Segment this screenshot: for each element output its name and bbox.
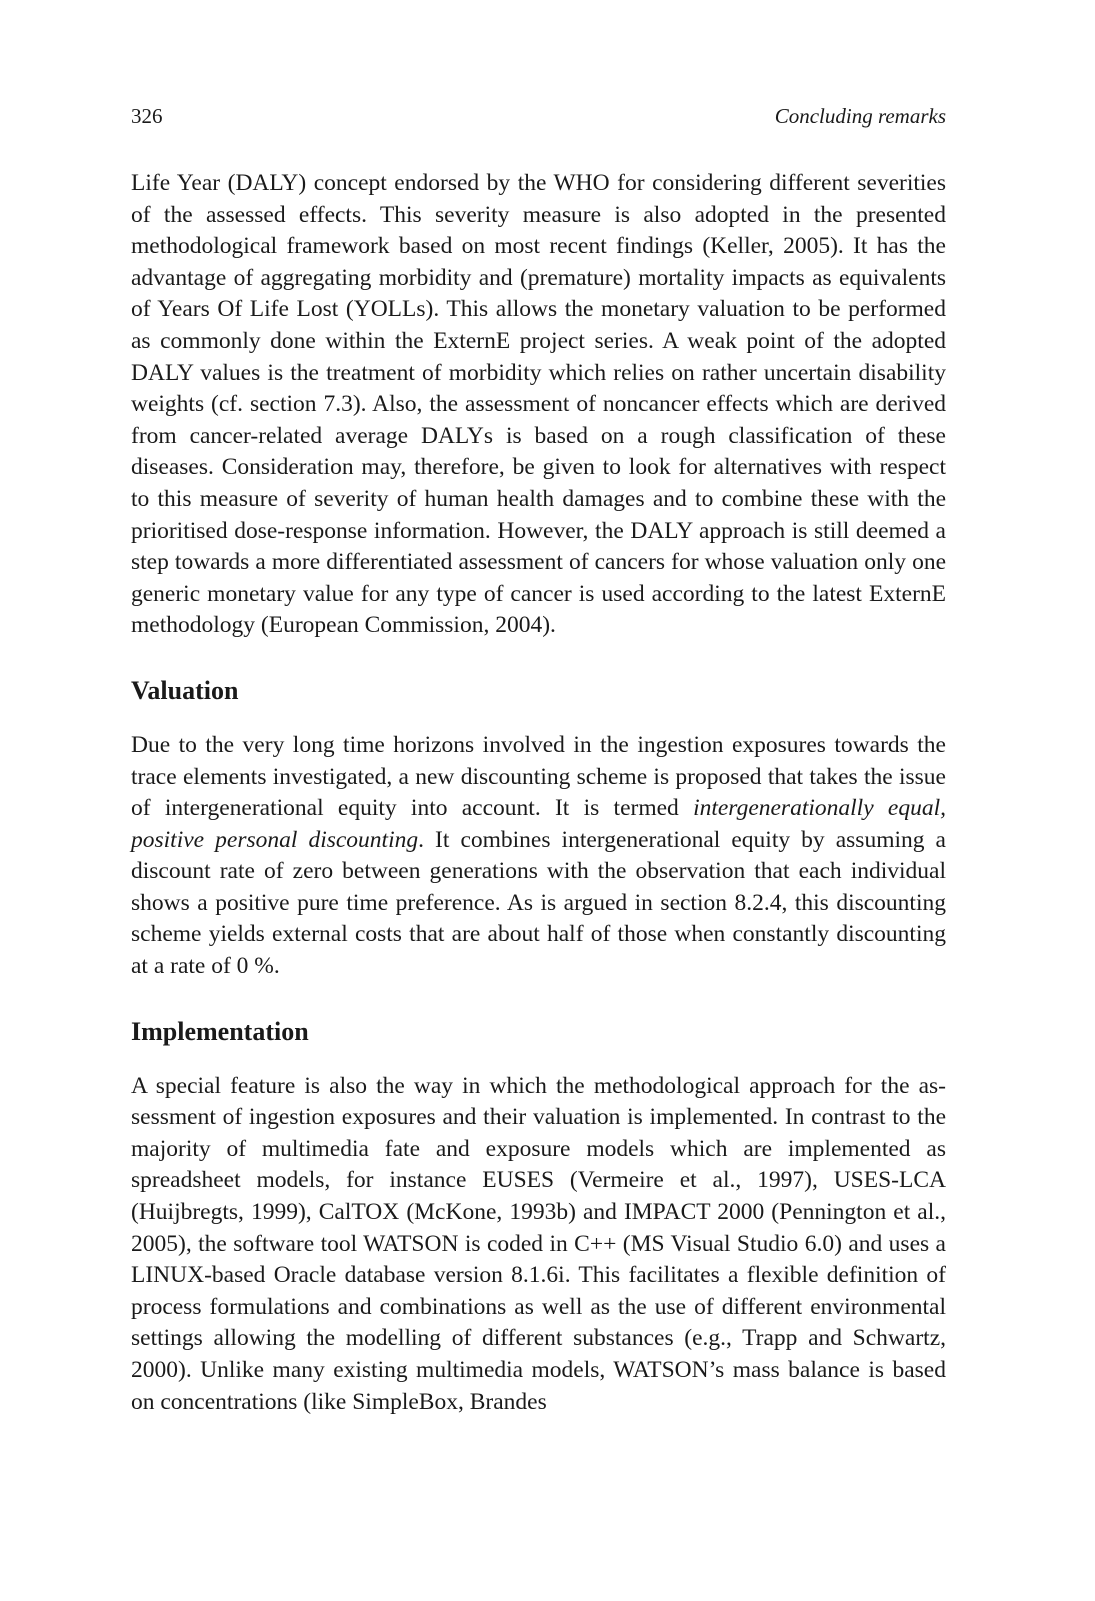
valuation-heading: Valuation xyxy=(131,675,239,705)
valuation-paragraph xyxy=(131,730,946,983)
valuation-italic-term: intergenerationally equal, positive personal discounting xyxy=(131,795,946,853)
running-title: Concluding remarks xyxy=(774,104,946,128)
running-head xyxy=(131,104,946,128)
intro-paragraph: Life Year (DALY) concept endorsed by the WHO for considering different severities of the assessed effects. This severity measure is also adopted in the presented methodological framework based on most recent findings (Keller, 2005). It has the advantage of aggregating morbidity and (premature) mortality impacts as equivalents of Years Of Life Lost (YOLLs). This allows the monetary valuation to be performed as commonly done within the ExternE project series. A weak point of the adopted DALY values is the treatment of morbidity which relies on rather uncertain disability weights (cf. section 7.3). Also, the assessment of noncancer effects which are derived from cancer-related average DALYs is based on a rough classification of these diseases. Consideration may, therefore, be given to look for alternatives with respect to this measure of severity of human health damages and to combine these with the prioritised dose-response information. However, the DALY approach is still deemed a step towards a more differentiated assessment of cancers for whose valuation only one generic monetary value for any type of cancer is used according to the latest ExternE methodology (European Commission, 2004). xyxy=(131,170,946,639)
page-number: 326 xyxy=(131,104,163,128)
implementation-heading: Implementation xyxy=(131,1016,309,1046)
valuation-text-start: Due to the very long time horizons involved in the ingestion exposures towards the trace elements investigated, a new discounting scheme is proposed that takes the issue of intergenerational equity into account. It is termed xyxy=(131,731,946,822)
valuation-text-end: . It combines intergenerational equity by assuming a discount rate of zero between generations with the observation that each individual shows a positive pure time preference. As is argued in section 8.2.4, this discounting scheme yields external costs that are about half of those when constantly discounting at a rate of 0 %. xyxy=(131,826,946,980)
implementation-paragraph: A special feature is also the way in which the methodological approach for the assessment of ingestion exposures and their valuation is implemented. In contrast to the majority of multimedia fate and exposure models which are implemented as spreadsheet models, for instance EUSES (Vermeire et al., 1997), USES-LCA (Huijbregts, 1999), CalTOX (McKone, 1993b) and IMPACT 2000 (Pennington et al., 2005), the software tool WATSON is coded in C++ (MS Visual Studio 6.0) and uses a LINUX-based Oracle database version 8.1.6i. This facilitates a flexible definition of process formulations and combinations as well as the use of different environmental settings allowing the modelling of different substances (e.g., Trapp and Schwartz, 2000). Unlike many existing multimedia models, WATSON’s mass balance is based on concentrations (like SimpleBox, Brandes xyxy=(131,1072,946,1415)
book-page xyxy=(131,104,946,1418)
